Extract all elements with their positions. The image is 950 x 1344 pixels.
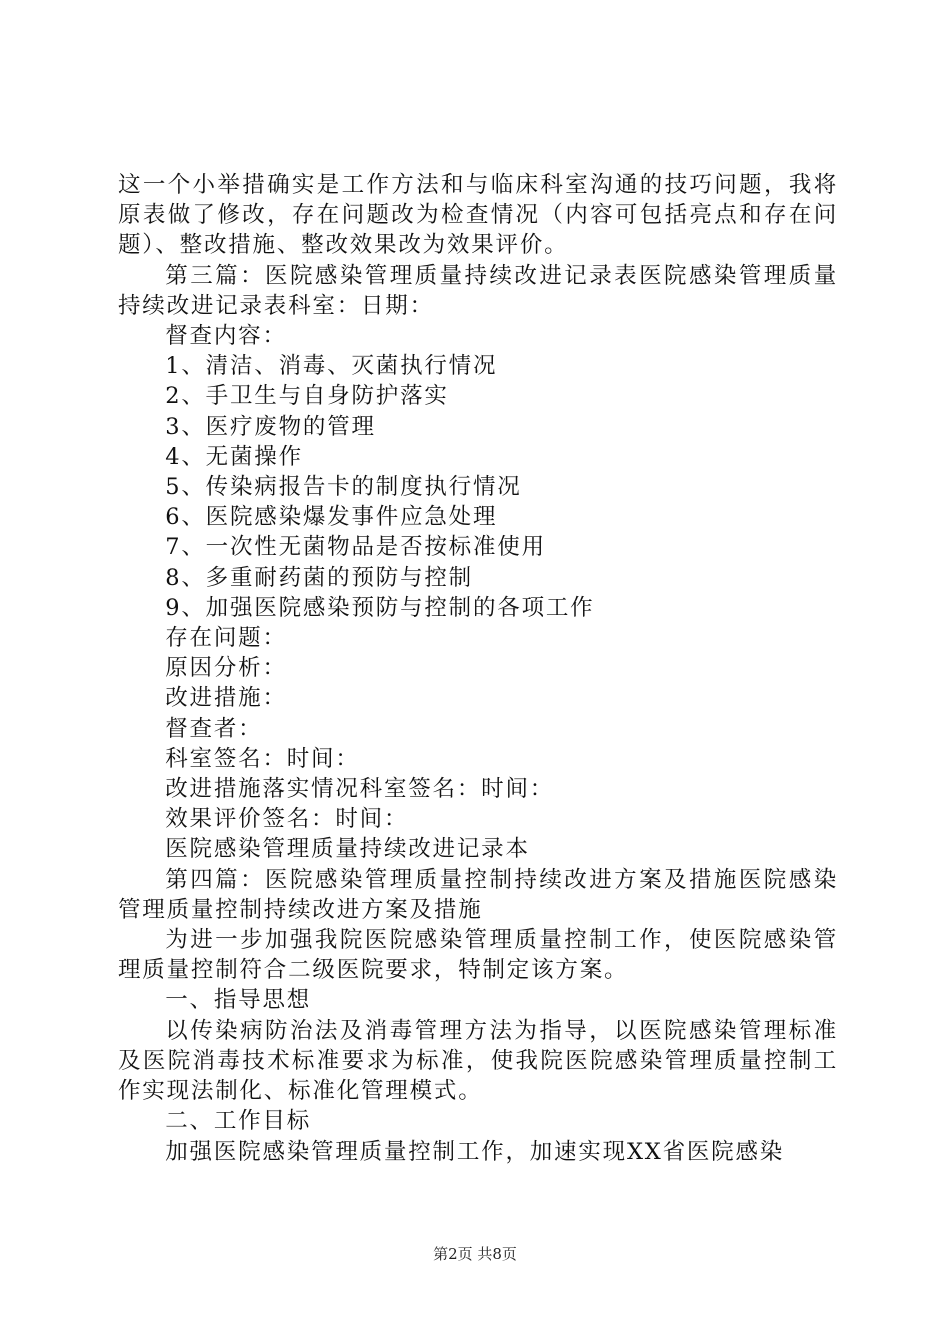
form-label-inspector: 督查者： (165, 715, 263, 742)
subheading-guiding-thought: 一、指导思想 (165, 987, 312, 1014)
list-item: 1、清洁、消毒、灭菌执行情况 (165, 353, 498, 380)
document-body (118, 170, 838, 1167)
list-item: 7、一次性无菌物品是否按标准使用 (165, 534, 546, 561)
record-book-title: 医院感染管理质量持续改进记录本 (165, 836, 530, 863)
list-item: 8、多重耐药菌的预防与控制 (165, 564, 473, 591)
form-label-problems: 存在问题： (165, 625, 287, 652)
form-label-implementation: 改进措施落实情况科室签名：时间： (165, 776, 555, 803)
list-item: 3、医疗废物的管理 (165, 413, 376, 440)
list-item: 4、无菌操作 (165, 443, 303, 470)
inspection-content-label: 督查内容： (165, 323, 287, 350)
page-number: 第2页 共8页 (433, 1245, 517, 1263)
list-item: 5、传染病报告卡的制度执行情况 (165, 474, 522, 501)
paragraph-guiding-thought: 以传染病防治法及消毒管理方法为指导，以医院感染管理标准及医院消毒技术标准要求为标准，使我院医院感染管理质量控制工作实现法制化、标准化管理模式。 (118, 1017, 838, 1105)
form-label-evaluation: 效果评价签名：时间： (165, 806, 409, 833)
paragraph-1: 这一个小举措确实是工作方法和与临床科室沟通的技巧问题，我将原表做了修改，存在问题改为检查情况（内容可包括亮点和存在问题）、整改措施、整改效果改为效果评价。 (118, 172, 838, 259)
paragraph-purpose: 为进一步加强我院医院感染管理质量控制工作，使医院感染管理质量控制符合二级医院要求，特制定该方案。 (118, 927, 838, 984)
section-four-heading: 第四篇：医院感染管理质量控制持续改进方案及措施医院感染管理质量控制持续改进方案及措施 (118, 866, 838, 923)
paragraph-work-goal: 加强医院感染管理质量控制工作，加速实现XX省医院感染 (165, 1138, 785, 1165)
form-label-improvement: 改进措施： (165, 685, 287, 712)
list-item: 9、加强医院感染预防与控制的各项工作 (165, 594, 595, 621)
list-item: 2、手卫生与自身防护落实 (165, 383, 449, 410)
section-three-heading: 第三篇：医院感染管理质量持续改进记录表医院感染管理质量持续改进记录表科室：日期： (118, 262, 838, 319)
form-label-cause-analysis: 原因分析： (165, 655, 287, 682)
subheading-work-goal: 二、工作目标 (165, 1108, 312, 1135)
list-item: 6、医院感染爆发事件应急处理 (165, 504, 498, 531)
form-label-dept-signature: 科室签名：时间： (165, 745, 360, 772)
